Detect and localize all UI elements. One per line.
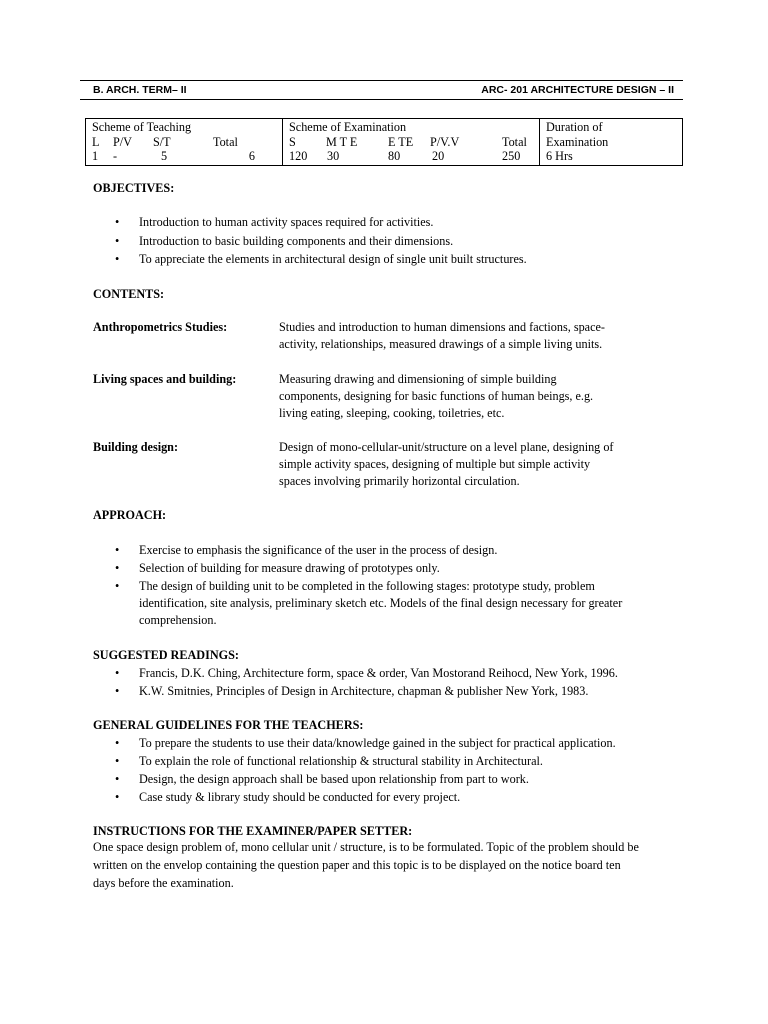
bullet: •	[115, 666, 120, 680]
teaching-value: 6	[248, 149, 255, 163]
content-title: Living spaces and building:	[93, 372, 237, 386]
approach-item-line: comprehension.	[139, 613, 217, 627]
scheme-of-teaching-cell	[86, 119, 283, 166]
examination-label: M T E	[326, 134, 358, 149]
content-text-line: components, designing for basic functions of human beings, e.g.	[279, 389, 594, 403]
examination-value: 80	[388, 149, 401, 163]
examination-labels	[289, 135, 533, 150]
objectives-heading: OBJECTIVES:	[93, 181, 175, 195]
teaching-label: Total	[213, 134, 238, 149]
examination-values	[289, 149, 533, 164]
duration-cell	[540, 119, 683, 166]
teaching-label: P/V	[113, 134, 132, 149]
examination-label: Total	[502, 134, 527, 149]
examination-value: 120	[289, 149, 308, 163]
bullet: •	[115, 561, 120, 575]
examination-label: S	[289, 134, 296, 149]
content-text-line: activity, relationships, measured drawings of a simple living units.	[279, 337, 603, 351]
bullet: •	[115, 215, 120, 229]
readings-heading: SUGGESTED READINGS:	[93, 648, 239, 662]
examination-value: 20	[432, 149, 445, 163]
teaching-title: Scheme of Teaching	[92, 120, 192, 134]
teaching-values	[92, 149, 276, 164]
teaching-label: S/T	[153, 134, 171, 149]
bullet: •	[115, 234, 120, 248]
approach-item: Exercise to emphasis the significance of the user in the process of design.	[139, 543, 498, 557]
content-text-line: Studies and introduction to human dimensions and factions, space-	[279, 320, 605, 334]
objective-item: Introduction to human activity spaces required for activities.	[139, 215, 434, 229]
bullet: •	[115, 252, 120, 266]
teaching-value: -	[113, 149, 118, 163]
duration-title-2: Examination	[546, 134, 609, 149]
examination-value: 250	[502, 149, 521, 163]
reading-item: Francis, D.K. Ching, Architecture form, space & order, Van Mostorand Reihocd, New York, 1996.	[139, 666, 618, 680]
teaching-value: 5	[161, 149, 168, 163]
bullet: •	[115, 736, 120, 750]
contents-heading: CONTENTS:	[93, 287, 165, 301]
bullet: •	[115, 754, 120, 768]
course-title: ARC- 201 ARCHITECTURE DESIGN – II	[481, 84, 674, 96]
header-top-rule	[80, 80, 683, 81]
content-text-line: Design of mono-cellular-unit/structure on a level plane, designing of	[279, 440, 614, 454]
content-text-line: Measuring drawing and dimensioning of simple building	[279, 372, 557, 386]
examination-label: E TE	[388, 134, 414, 149]
content-title: Building design:	[93, 440, 179, 454]
instructions-line: written on the envelop containing the question paper and this topic is to be displayed on the notice board ten	[93, 858, 621, 872]
content-text-line: living eating, sleeping, cooking, toiletries, etc.	[279, 406, 505, 420]
reading-item: K.W. Smitnies, Principles of Design in Architecture, chapman & publisher New York, 1983.	[139, 684, 589, 698]
content-text-line: simple activity spaces, designing of multiple but simple activity	[279, 457, 591, 471]
examination-value: 30	[327, 149, 340, 163]
scheme-table	[85, 118, 683, 166]
bullet: •	[115, 543, 120, 557]
bullet: •	[115, 772, 120, 786]
instructions-heading: INSTRUCTIONS FOR THE EXAMINER/PAPER SETTER:	[93, 824, 413, 838]
examination-label: P/V.V	[430, 134, 460, 149]
objective-item: Introduction to basic building components and their dimensions.	[139, 234, 454, 248]
approach-item-line: identification, site analysis, preliminary sketch etc. Models of the final design necessary for greater	[139, 596, 623, 610]
bullet: •	[115, 579, 120, 593]
header-bottom-rule	[80, 99, 683, 100]
guideline-item: To explain the role of functional relationship & structural stability in Architectural.	[139, 754, 543, 768]
objective-item: To appreciate the elements in architectural design of single unit built structures.	[139, 252, 527, 266]
teaching-value: 1	[92, 149, 99, 163]
approach-item: Selection of building for measure drawing of prototypes only.	[139, 561, 440, 575]
guideline-item: Case study & library study should be conducted for every project.	[139, 790, 461, 804]
scheme-of-examination-cell	[283, 119, 540, 166]
teaching-labels	[92, 135, 276, 150]
duration-title-1: Duration of	[546, 120, 603, 134]
instructions-line: days before the examination.	[93, 876, 234, 890]
bullet: •	[115, 684, 120, 698]
examination-title: Scheme of Examination	[289, 120, 407, 134]
approach-item-line: The design of building unit to be completed in the following stages: prototype study, problem	[139, 579, 595, 593]
content-title: Anthropometrics Studies:	[93, 320, 228, 334]
approach-heading: APPROACH:	[93, 508, 167, 522]
course-term: B. ARCH. TERM– II	[93, 84, 187, 96]
instructions-line: One space design problem of, mono cellular unit / structure, is to be formulated. Topic of the problem should be	[93, 840, 639, 854]
teaching-label: L	[92, 134, 100, 149]
bullet: •	[115, 790, 120, 804]
content-text-line: spaces involving primarily horizontal circulation.	[279, 474, 520, 488]
duration-value: 6 Hrs	[546, 149, 573, 163]
guideline-item: To prepare the students to use their data/knowledge gained in the subject for practical application.	[139, 736, 616, 750]
guidelines-heading: GENERAL GUIDELINES FOR THE TEACHERS:	[93, 718, 364, 732]
guideline-item: Design, the design approach shall be based upon relationship from part to work.	[139, 772, 529, 786]
